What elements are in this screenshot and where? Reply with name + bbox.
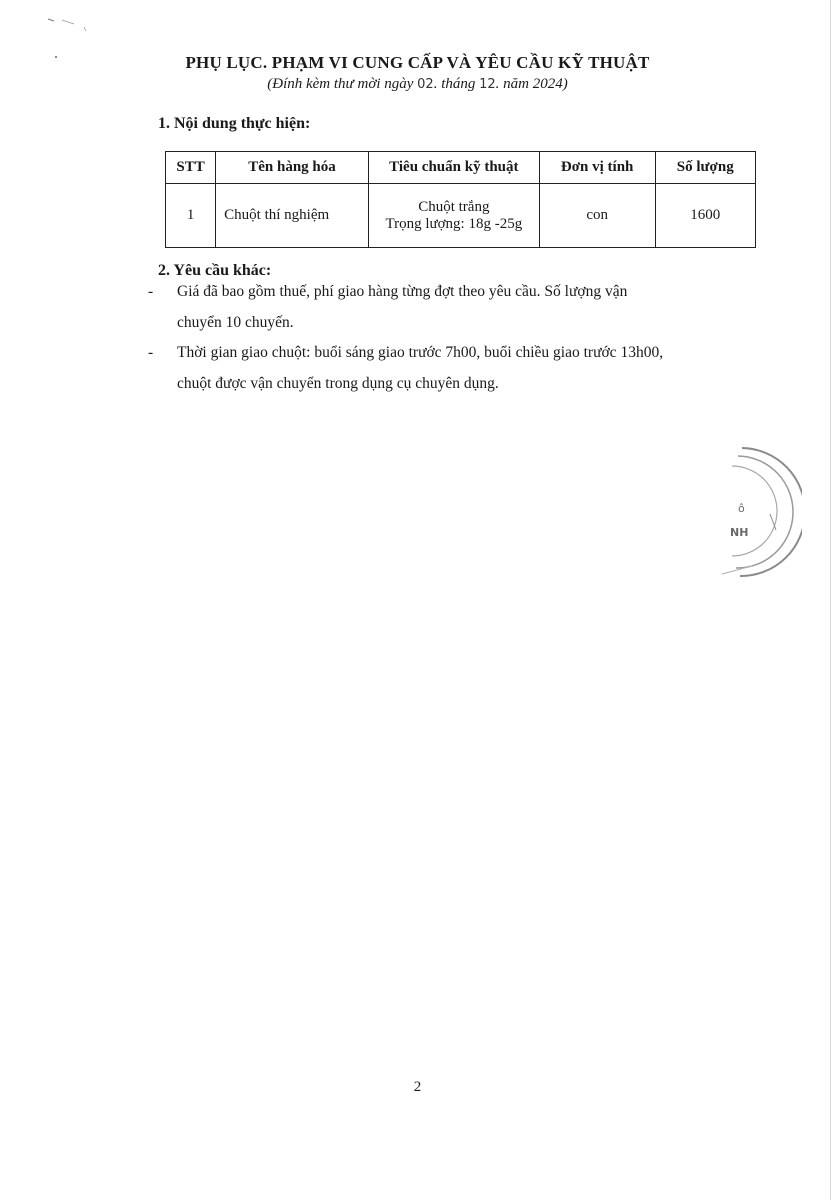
table-row	[166, 184, 756, 248]
cell-spec	[368, 184, 539, 248]
handwritten-day: 02	[417, 77, 434, 92]
spec-line-1: Chuột trắng	[418, 198, 490, 215]
cell-name: Chuột thí nghiệm	[216, 184, 369, 248]
section-2-heading: 2. Yêu cầu khác:	[158, 262, 272, 279]
section-1-heading: 1. Nội dung thực hiện:	[158, 115, 311, 132]
subtitle-mid: . tháng	[433, 76, 480, 92]
requirement-line: chuột được vận chuyển trong dụng cụ chuyên dụng.	[177, 375, 499, 392]
col-header-name: Tên hàng hóa	[216, 152, 369, 184]
handwritten-month: 12	[479, 77, 496, 92]
cell-qty: 1600	[655, 184, 755, 248]
cell-unit: con	[539, 184, 655, 248]
col-header-stt: STT	[166, 152, 216, 184]
dash-bullet: -	[148, 283, 154, 300]
stamp-text-fragment: NH	[730, 526, 749, 539]
col-header-qty: Số lượng	[655, 152, 755, 184]
cell-stt: 1	[166, 184, 216, 248]
scope-table	[165, 151, 756, 248]
document-title: PHỤ LỤC. PHẠM VI CUNG CẤP VÀ YÊU CẦU KỸ THUẬT	[185, 53, 650, 72]
scan-edge-line	[830, 0, 831, 1200]
requirement-line: chuyển 10 chuyến.	[177, 314, 294, 331]
stamp-text-fragment: ô	[738, 502, 745, 515]
dash-bullet: -	[148, 344, 154, 361]
requirement-item	[148, 337, 748, 399]
requirement-line: Giá đã bao gồm thuế, phí giao hàng từng đợt theo yêu cầu. Số lượng vận	[177, 283, 628, 300]
document-subtitle	[0, 76, 835, 93]
requirement-line: Thời gian giao chuột: buổi sáng giao trước 7h00, buổi chiều giao trước 13h00,	[177, 344, 664, 361]
partial-stamp-seal	[712, 442, 802, 582]
requirement-item	[148, 276, 748, 338]
col-header-spec: Tiêu chuẩn kỹ thuật	[368, 152, 539, 184]
subtitle-prefix: (Đính kèm thư mời ngày	[267, 76, 418, 92]
spec-line-2: Trọng lượng: 18g -25g	[385, 215, 523, 232]
subtitle-suffix: . năm 2024)	[495, 76, 568, 92]
page-number: 2	[413, 1079, 422, 1095]
table-header-row	[166, 152, 756, 184]
col-header-unit: Đơn vị tính	[539, 152, 655, 184]
